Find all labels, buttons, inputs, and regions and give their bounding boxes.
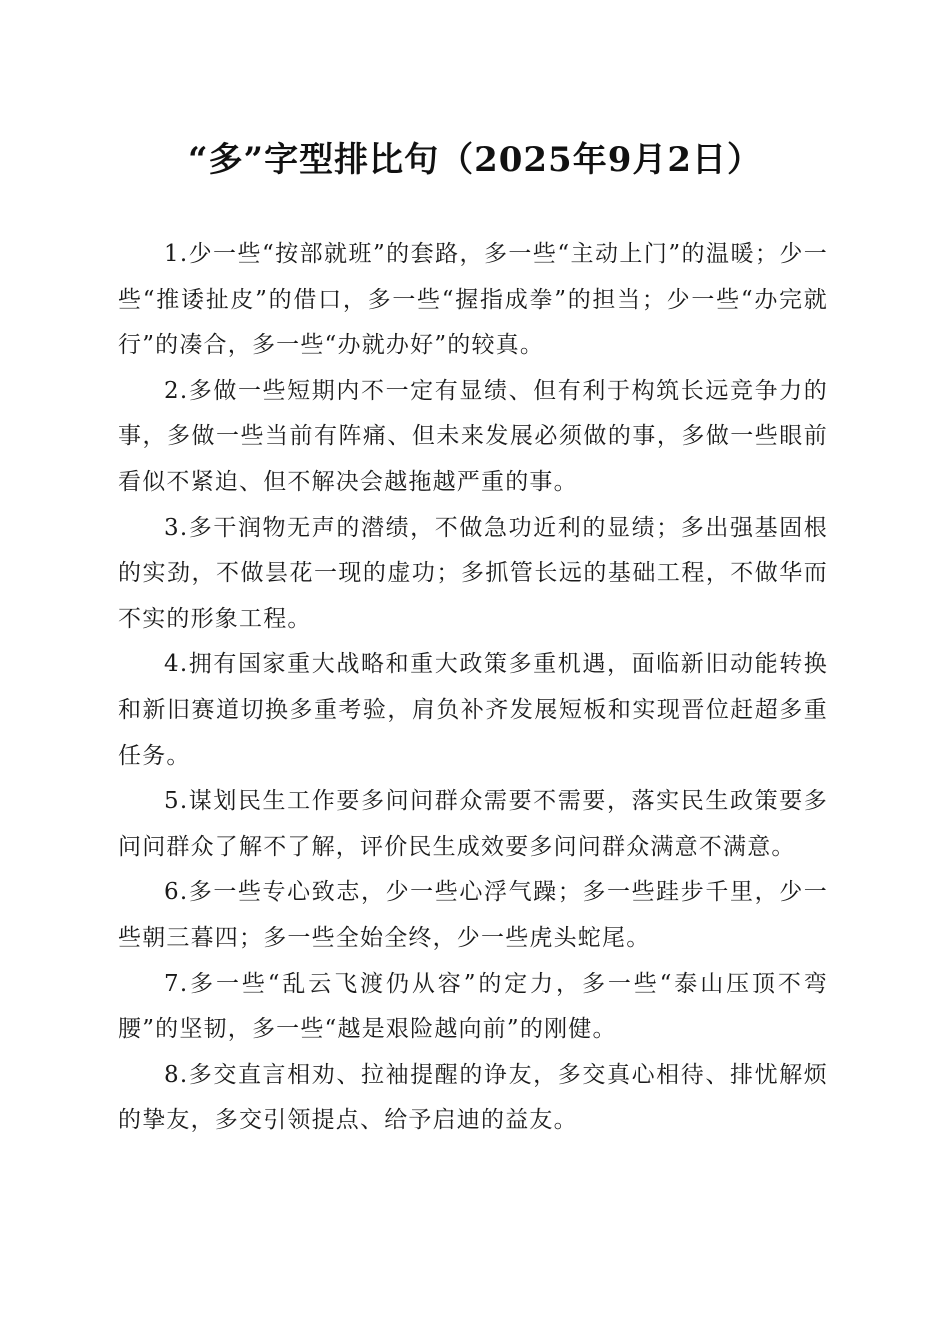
document-title: “多”字型排比句（2025年9月2日） (187, 140, 763, 180)
document-body (118, 232, 828, 1144)
paragraph-8: 8.多交直言相劝、拉袖提醒的诤友，多交真心相待、排忧解烦的挚友，多交引领提点、给予启迪的益友。 (118, 1061, 828, 1134)
paragraph-5: 5.谋划民生工作要多问问群众需要不需要，落实民生政策要多问问群众了解不了解，评价民生成效要多问问群众满意不满意。 (118, 788, 828, 860)
paragraph-7: 7.多一些“乱云飞渡仍从容”的定力，多一些“泰山压顶不弯腰”的坚韧，多一些“越是艰险越向前”的刚健。 (118, 970, 828, 1043)
paragraph-4: 4.拥有国家重大战略和重大政策多重机遇，面临新旧动能转换和新旧赛道切换多重考验，肩负补齐发展短板和实现晋位赶超多重任务。 (118, 651, 828, 769)
paragraph-1: 1.少一些“按部就班”的套路，多一些“主动上门”的温暖；少一些“推诿扯皮”的借口，多一些“握指成拳”的担当；少一些“办完就行”的凑合，多一些“办就办好”的较真。 (118, 241, 828, 359)
paragraph-6: 6.多一些专心致志，少一些心浮气躁；多一些跬步千里，少一些朝三暮四；多一些全始全终，少一些虎头蛇尾。 (118, 879, 828, 951)
paragraph-3: 3.多干润物无声的潜绩，不做急功近利的显绩；多出强基固根的实劲，不做昙花一现的虚功；多抓管长远的基础工程，不做华而不实的形象工程。 (118, 514, 828, 632)
paragraph-2: 2.多做一些短期内不一定有显绩、但有利于构筑长远竞争力的事，多做一些当前有阵痛、但未来发展必须做的事，多做一些眼前看似不紧迫、但不解决会越拖越严重的事。 (118, 377, 828, 495)
